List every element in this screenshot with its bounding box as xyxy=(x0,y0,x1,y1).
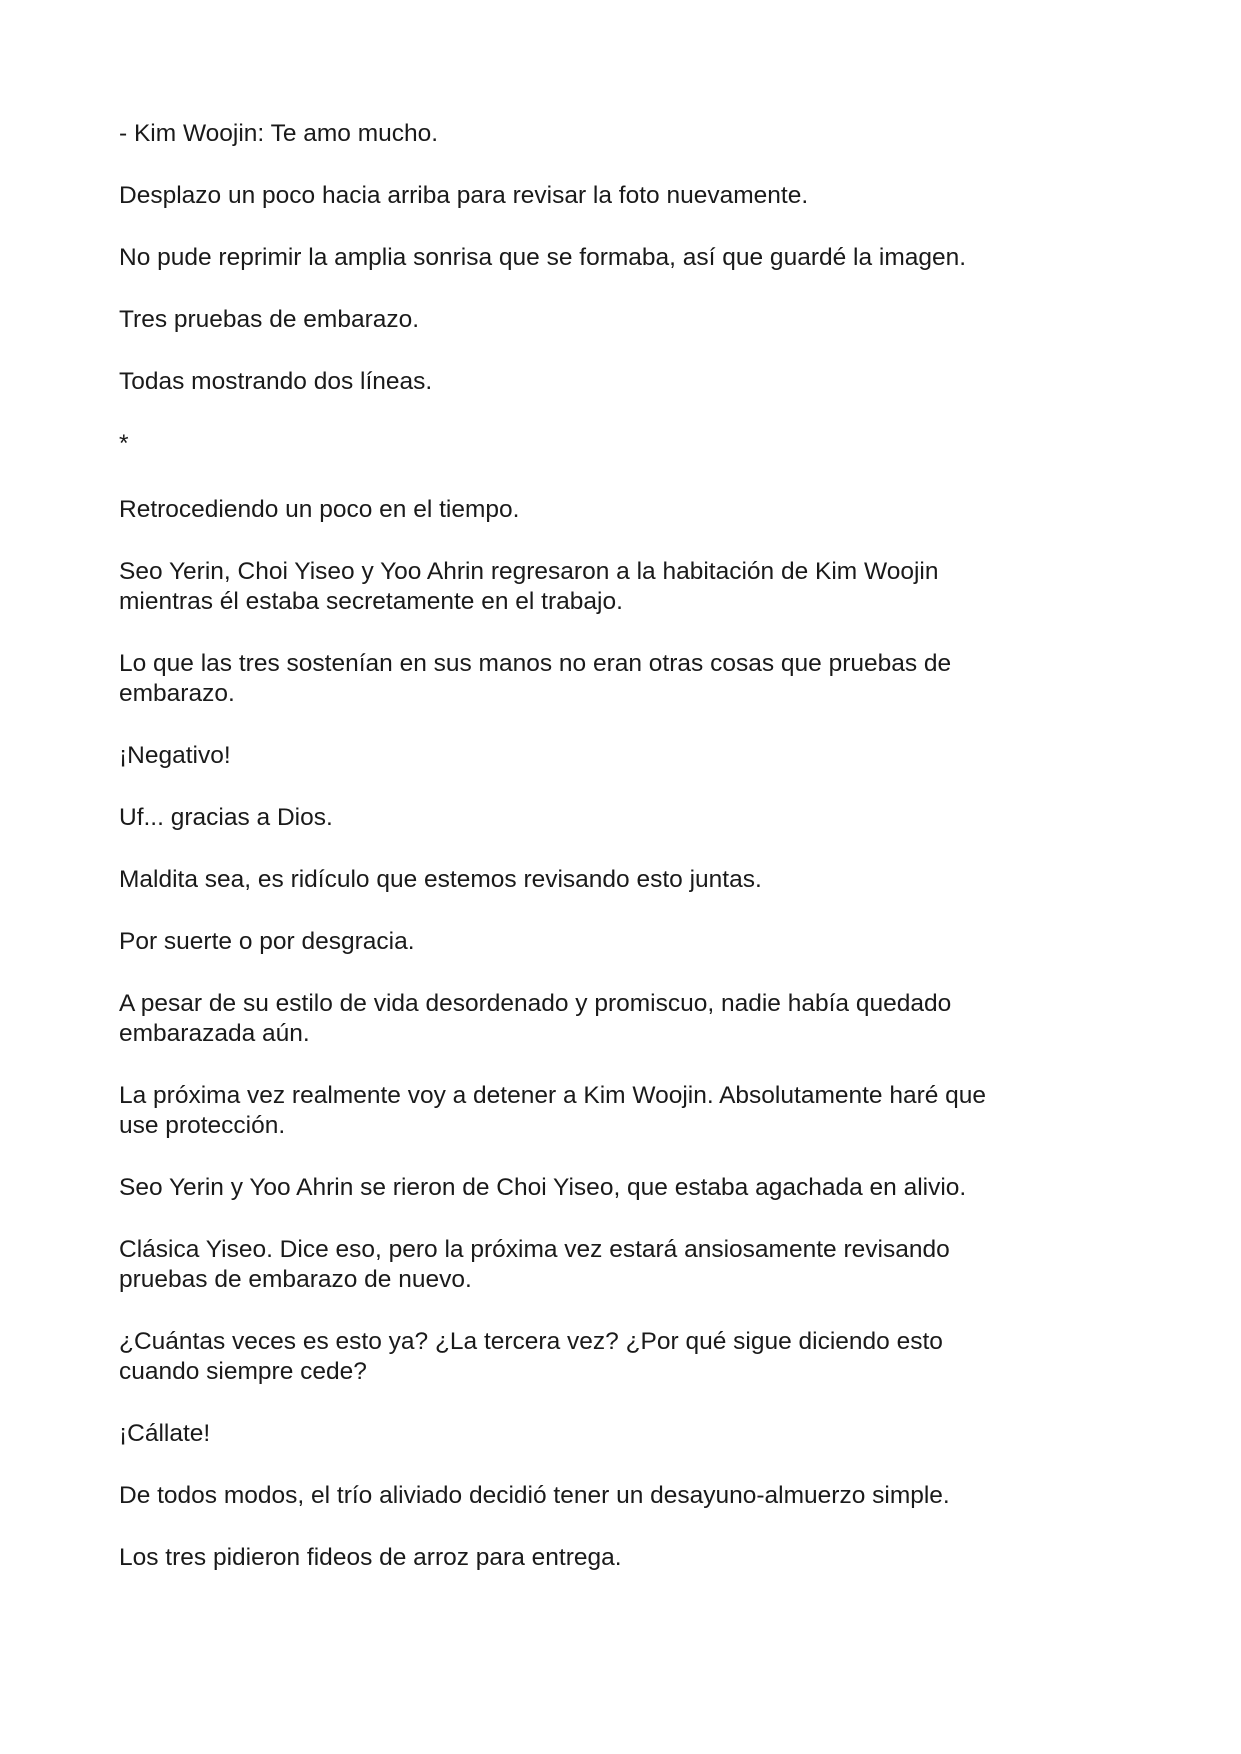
document-body xyxy=(119,119,1099,1605)
section-separator: * xyxy=(119,430,129,457)
paragraph: ¿Cuántas veces es esto ya? ¿La tercera vez? ¿Por qué sigue diciendo esto cuando siempre cede? xyxy=(119,1328,943,1385)
paragraph: ¡Cállate! xyxy=(119,1420,211,1447)
paragraph: ¡Negativo! xyxy=(119,742,231,769)
paragraph: No pude reprimir la amplia sonrisa que se formaba, así que guardé la imagen. xyxy=(119,244,967,271)
paragraph: Clásica Yiseo. Dice eso, pero la próxima vez estará ansiosamente revisando pruebas de embarazo de nuevo. xyxy=(119,1236,950,1293)
paragraph: Tres pruebas de embarazo. xyxy=(119,306,420,333)
paragraph: Desplazo un poco hacia arriba para revisar la foto nuevamente. xyxy=(119,182,809,209)
paragraph: De todos modos, el trío aliviado decidió tener un desayuno-almuerzo simple. xyxy=(119,1482,950,1509)
paragraph: Seo Yerin, Choi Yiseo y Yoo Ahrin regresaron a la habitación de Kim Woojin mientras él estaba secretamente en el trabajo. xyxy=(119,558,939,615)
paragraph: - Kim Woojin: Te amo mucho. xyxy=(119,120,439,147)
paragraph: Los tres pidieron fideos de arroz para entrega. xyxy=(119,1544,622,1571)
paragraph: Uf... gracias a Dios. xyxy=(119,804,333,831)
paragraph: Retrocediendo un poco en el tiempo. xyxy=(119,496,520,523)
paragraph: Lo que las tres sostenían en sus manos no eran otras cosas que pruebas de embarazo. xyxy=(119,650,952,707)
paragraph: A pesar de su estilo de vida desordenado y promiscuo, nadie había quedado embarazada aún. xyxy=(119,990,952,1047)
paragraph: Todas mostrando dos líneas. xyxy=(119,368,433,395)
paragraph: Por suerte o por desgracia. xyxy=(119,928,415,955)
paragraph: Maldita sea, es ridículo que estemos revisando esto juntas. xyxy=(119,866,762,893)
paragraph: Seo Yerin y Yoo Ahrin se rieron de Choi Yiseo, que estaba agachada en alivio. xyxy=(119,1174,967,1201)
paragraph: La próxima vez realmente voy a detener a Kim Woojin. Absolutamente haré que use protección. xyxy=(119,1082,987,1139)
